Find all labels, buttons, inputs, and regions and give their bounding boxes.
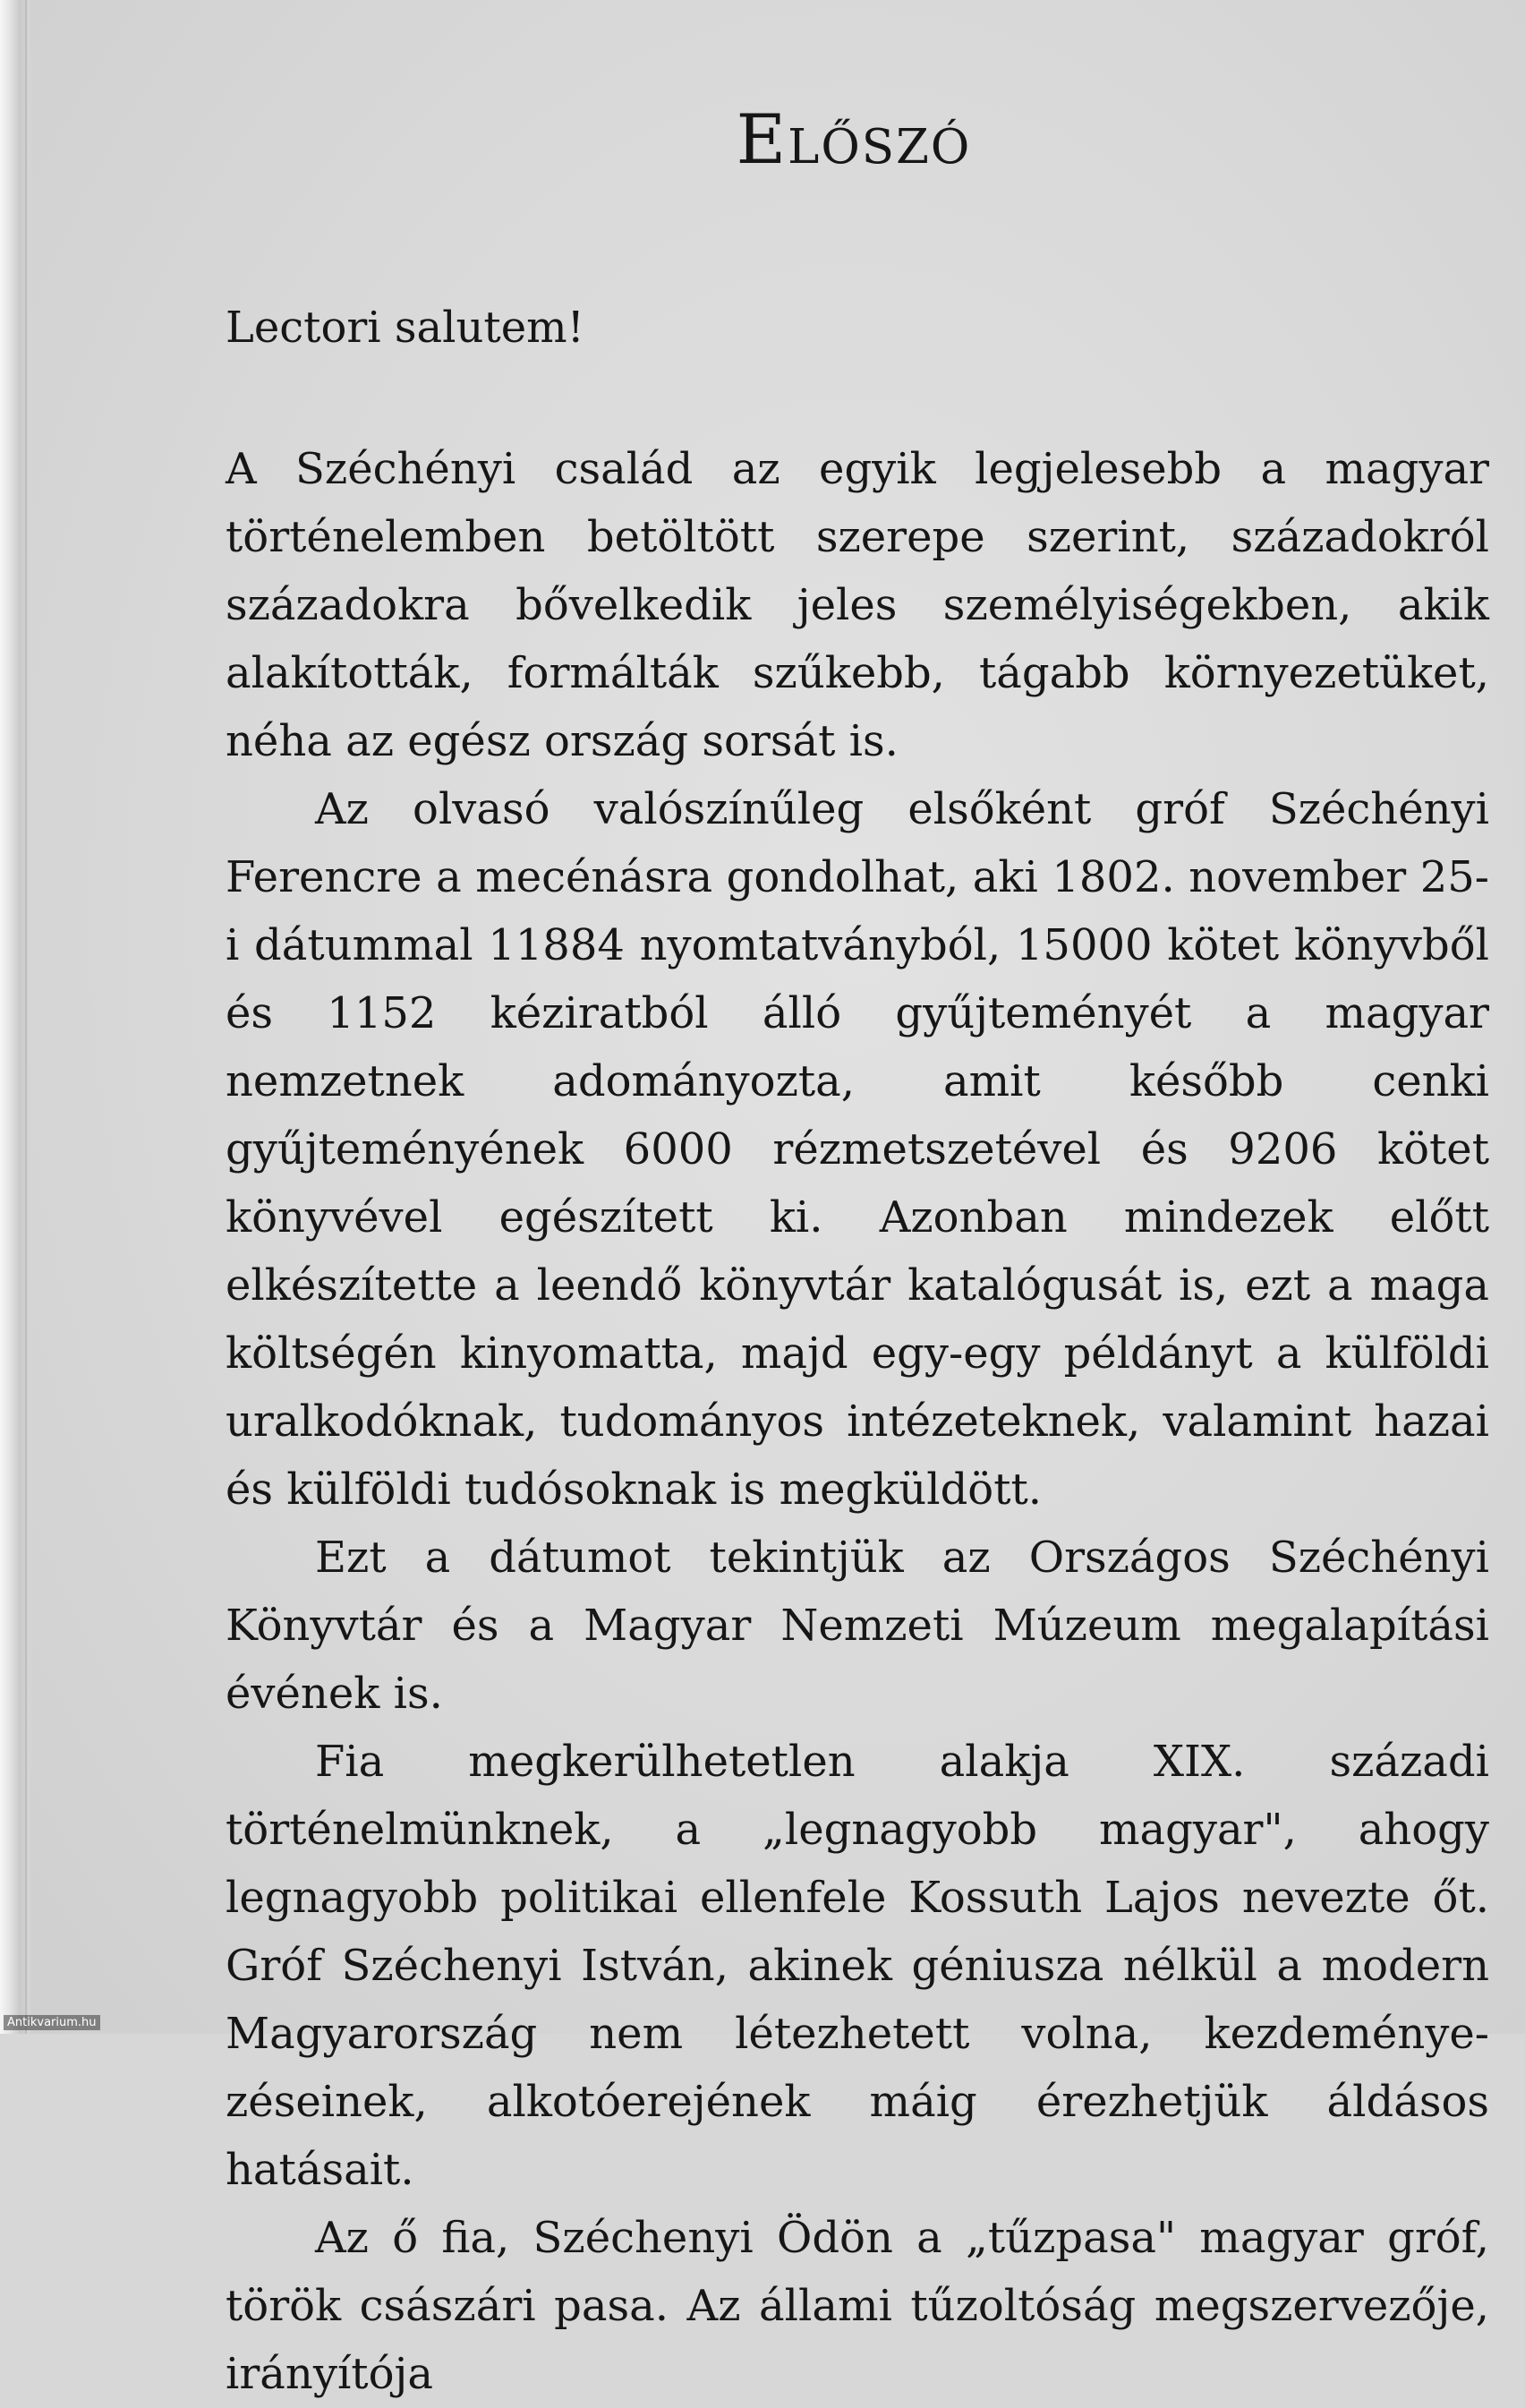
paragraph-5: Az ő fia, Széchenyi Ödön a „tűzpasa" magyar gróf, török császári pasa. Az állami tűzoltóság megszervezője, irányítója — [226, 2213, 1489, 2399]
paragraph-3: Ezt a dátumot tekintjük az Országos Széchényi Könyvtár és a Magyar Nemzeti Múzeum megalapítási évének is. — [226, 1533, 1489, 1719]
paragraph-2: Az olvasó valószínűleg elsőként gróf Széchényi Ferencre a mecénásra gondolhat, aki 1802. november 25-i dátummal 11884 nyomtatványból, 15000 kötet könyvből és 1152 kéziratból álló gyűjteményét a magyar nemzetnek adományozta, amit később cenki gyűjteményének 6000 rézmetszetével és 9206 kötet könyvével egészített ki. Azonban mindezek előtt elkészítette a leendő könyvtár katalógusát is, ezt a maga költségén kinyomatta, majd egy-egy példányt a külföldi uralkodóknak, tudományos intézeteknek, valamint hazai és külföldi tudósoknak is megküldött. — [226, 784, 1489, 1515]
body-text — [226, 435, 1489, 2408]
page-title: Előszó — [736, 99, 972, 179]
page-edge — [25, 0, 27, 2034]
book-page — [30, 0, 1525, 2399]
watermark: Antikvarium.hu — [4, 2015, 100, 2030]
salutation: Lectori salutem! — [226, 303, 584, 353]
paragraph-4: Fia megkerülhetetlen alakja XIX. századi történelmünknek, a „legnagyobb magyar", ahogy legnagyobb politikai ellenfele Kossuth Lajos nevezte őt. Gróf Széchenyi István, akinek géniusza nélkül a modern Magyarország nem létezhetett volna, kezdeményezéseinek, alkotóerejének máig érezhetjük áldásos hatásait. — [226, 1737, 1489, 2195]
paragraph-1: A Széchényi család az egyik legjelesebb a magyar történelemben betöltött szerepe szerint, századokról századokra bővelkedik jeles személyiségekben, akik alakították, formálták szűkebb, tágabb környezetüket, néha az egész ország sorsát is. — [226, 444, 1489, 766]
